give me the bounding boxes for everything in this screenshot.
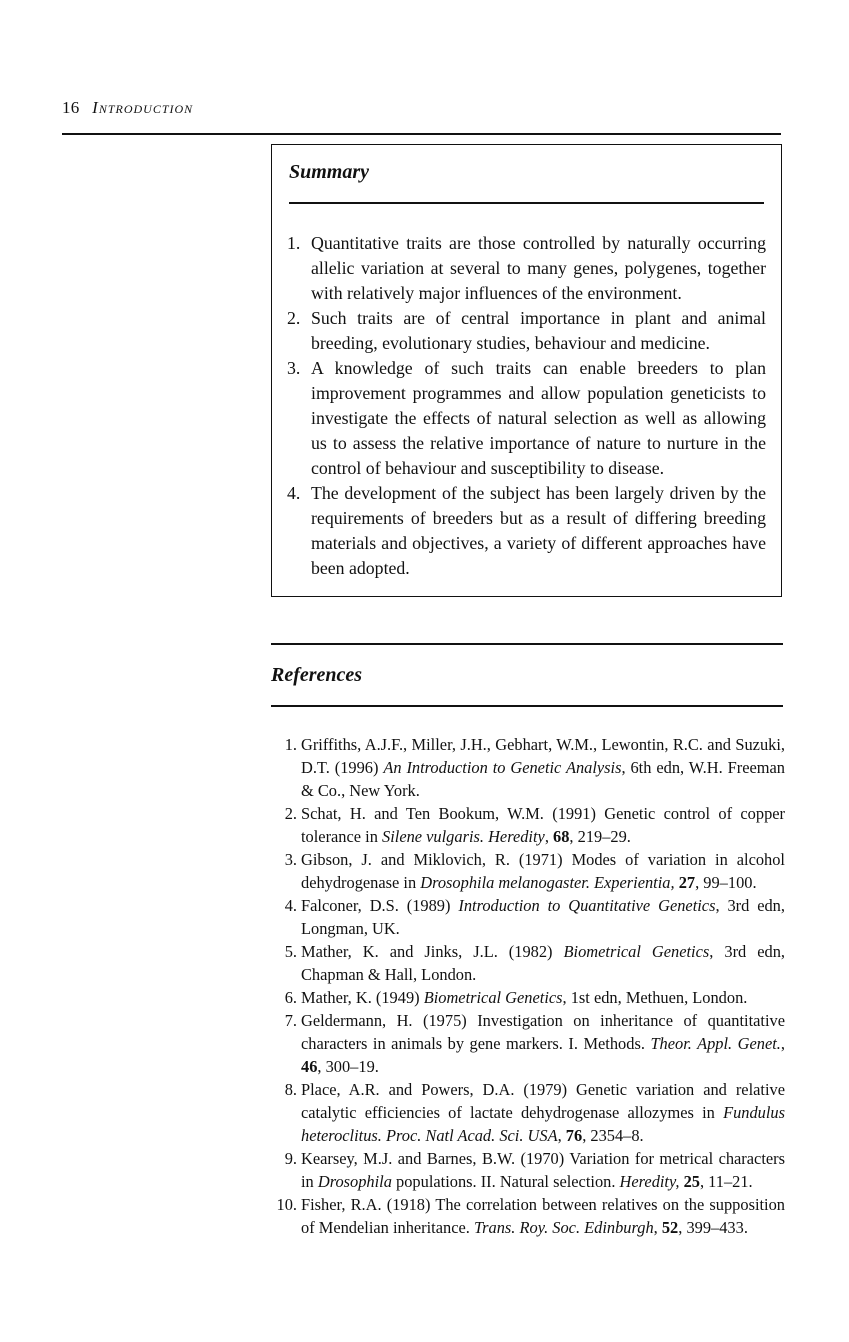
reference-text: , 300–19. xyxy=(317,1057,379,1076)
reference-number: 9. xyxy=(284,1149,297,1168)
reference-text: , xyxy=(557,1126,566,1145)
reference-text: populations. II. Natural selection. xyxy=(391,1172,620,1191)
summary-item-text: Such traits are of central importance in plant and animal breeding, evolutionary studies, behaviour and medicine. xyxy=(311,308,766,353)
summary-item-number: 3. xyxy=(287,358,301,378)
summary-item-number: 2. xyxy=(287,308,301,328)
reference-italic: Heredity, xyxy=(619,1172,680,1191)
reference-number: 1. xyxy=(284,735,297,754)
reference-text: Griffiths, A.J.F., Miller, J.H., Gebhart, W.M., Lewontin, R.C. and Suzuki, D.T. (1996) xyxy=(301,735,785,777)
summary-list xyxy=(284,231,766,581)
reference-item xyxy=(271,733,785,802)
summary-item-text: Quantitative traits are those controlled by naturally occurring allelic variation at several to many genes, polygenes, together with relatively major influences of the environment. xyxy=(311,233,766,303)
reference-text: , 11–21. xyxy=(699,1172,753,1191)
reference-item xyxy=(271,1147,785,1193)
reference-italic: An Introduction to Genetic Analysis xyxy=(383,758,622,777)
summary-item-number: 1. xyxy=(287,233,301,253)
reference-item xyxy=(271,1193,785,1239)
references-bottom-rule xyxy=(271,705,783,707)
reference-text: Fisher, R.A. (1918) The correlation between relatives on the supposition of Mendelian inheritance. xyxy=(301,1195,785,1237)
reference-volume: 46 xyxy=(301,1057,318,1076)
reference-number: 2. xyxy=(284,804,297,823)
reference-text: , xyxy=(544,827,554,846)
reference-volume: 76 xyxy=(565,1126,583,1145)
reference-text: , 6th edn, W.H. Freeman & Co., New York. xyxy=(301,758,785,800)
reference-text: Falconer, D.S. (1989) xyxy=(301,896,459,915)
reference-number: 5. xyxy=(284,942,297,961)
reference-italic: Theor. Appl. Genet. xyxy=(650,1034,781,1053)
reference-text: Gibson, J. and Miklovich, R. (1971) Modes of variation in alcohol dehydrogenase in xyxy=(301,850,785,892)
reference-item xyxy=(271,802,785,848)
reference-number: 8. xyxy=(284,1080,297,1099)
reference-text: , 399–433. xyxy=(678,1218,748,1237)
reference-text: , 1st edn, Methuen, London. xyxy=(562,988,748,1007)
reference-italic: Trans. Roy. Soc. Edinburgh xyxy=(473,1218,654,1237)
reference-text: , 3rd edn, Longman, UK. xyxy=(301,896,785,938)
reference-italic: Drosophila xyxy=(317,1172,392,1191)
reference-text: Kearsey, M.J. and Barnes, B.W. (1970) Variation for metrical characters in xyxy=(301,1149,785,1191)
reference-number: 4. xyxy=(284,896,297,915)
summary-item-text: A knowledge of such traits can enable breeders to plan improvement programmes and allow population geneticists to investigate the effects of natural selection as well as allowing us to assess the relative importance of nature to nurture in the control of behaviour and susceptibility to disease. xyxy=(311,358,766,478)
reference-italic: Fundulus heteroclitus. Proc. Natl Acad. Sci. USA xyxy=(301,1103,785,1145)
reference-text: , 219–29. xyxy=(569,827,631,846)
reference-item xyxy=(271,1009,785,1078)
reference-text: , xyxy=(780,1034,785,1053)
reference-number: 3. xyxy=(284,850,297,869)
reference-volume: 52 xyxy=(661,1218,679,1237)
reference-italic: Drosophila melanogaster. Experientia, xyxy=(420,873,675,892)
reference-text: , 2354–8. xyxy=(582,1126,644,1145)
summary-rule xyxy=(289,202,764,204)
reference-number: 10. xyxy=(276,1195,297,1214)
summary-item xyxy=(284,306,766,356)
reference-text: Mather, K. and Jinks, J.L. (1982) xyxy=(301,942,564,961)
reference-volume: 27 xyxy=(678,873,696,892)
reference-text: Mather, K. (1949) xyxy=(301,988,424,1007)
summary-box xyxy=(271,144,782,597)
reference-italic: Silene vulgaris. Heredity xyxy=(382,827,545,846)
reference-italic: Biometrical Genetics xyxy=(563,942,710,961)
reference-volume: 68 xyxy=(553,827,570,846)
reference-item xyxy=(271,1078,785,1147)
summary-item-text: The development of the subject has been largely driven by the requirements of breeders but as a result of differing breeding materials and objectives, a variety of different approaches have been adopted. xyxy=(311,483,766,578)
reference-item xyxy=(271,940,785,986)
references-list xyxy=(271,733,785,1239)
reference-italic: Introduction to Quantitative Genetics xyxy=(458,896,716,915)
summary-item xyxy=(284,481,766,581)
summary-item xyxy=(284,231,766,306)
reference-text: Geldermann, H. (1975) Investigation on inheritance of quantitative characters in animals by gene markers. I. Methods. xyxy=(301,1011,785,1053)
reference-text: , 3rd edn, Chapman & Hall, London. xyxy=(301,942,786,984)
reference-item xyxy=(271,848,785,894)
reference-text: Place, A.R. and Powers, D.A. (1979) Genetic variation and relative catalytic efficiencies of lactate dehydrogenase allozymes in xyxy=(301,1080,785,1122)
reference-text: , 99–100. xyxy=(695,873,757,892)
chapter-title: Introduction xyxy=(92,98,194,117)
reference-volume: 25 xyxy=(679,1172,700,1191)
running-head xyxy=(62,98,193,118)
references-top-rule xyxy=(271,643,783,645)
reference-italic: Biometrical Genetics xyxy=(423,988,563,1007)
header-rule xyxy=(62,133,781,135)
references-heading: References xyxy=(271,664,363,686)
reference-text: Schat, H. and Ten Bookum, W.M. (1991) Genetic control of copper tolerance in xyxy=(301,804,785,846)
summary-item xyxy=(284,356,766,481)
summary-heading: Summary xyxy=(289,161,370,183)
reference-item xyxy=(271,986,785,1009)
reference-text: , xyxy=(653,1218,662,1237)
summary-item-number: 4. xyxy=(287,483,301,503)
reference-number: 7. xyxy=(284,1011,297,1030)
reference-item xyxy=(271,894,785,940)
reference-number: 6. xyxy=(284,988,297,1007)
page-number: 16 xyxy=(62,98,80,117)
